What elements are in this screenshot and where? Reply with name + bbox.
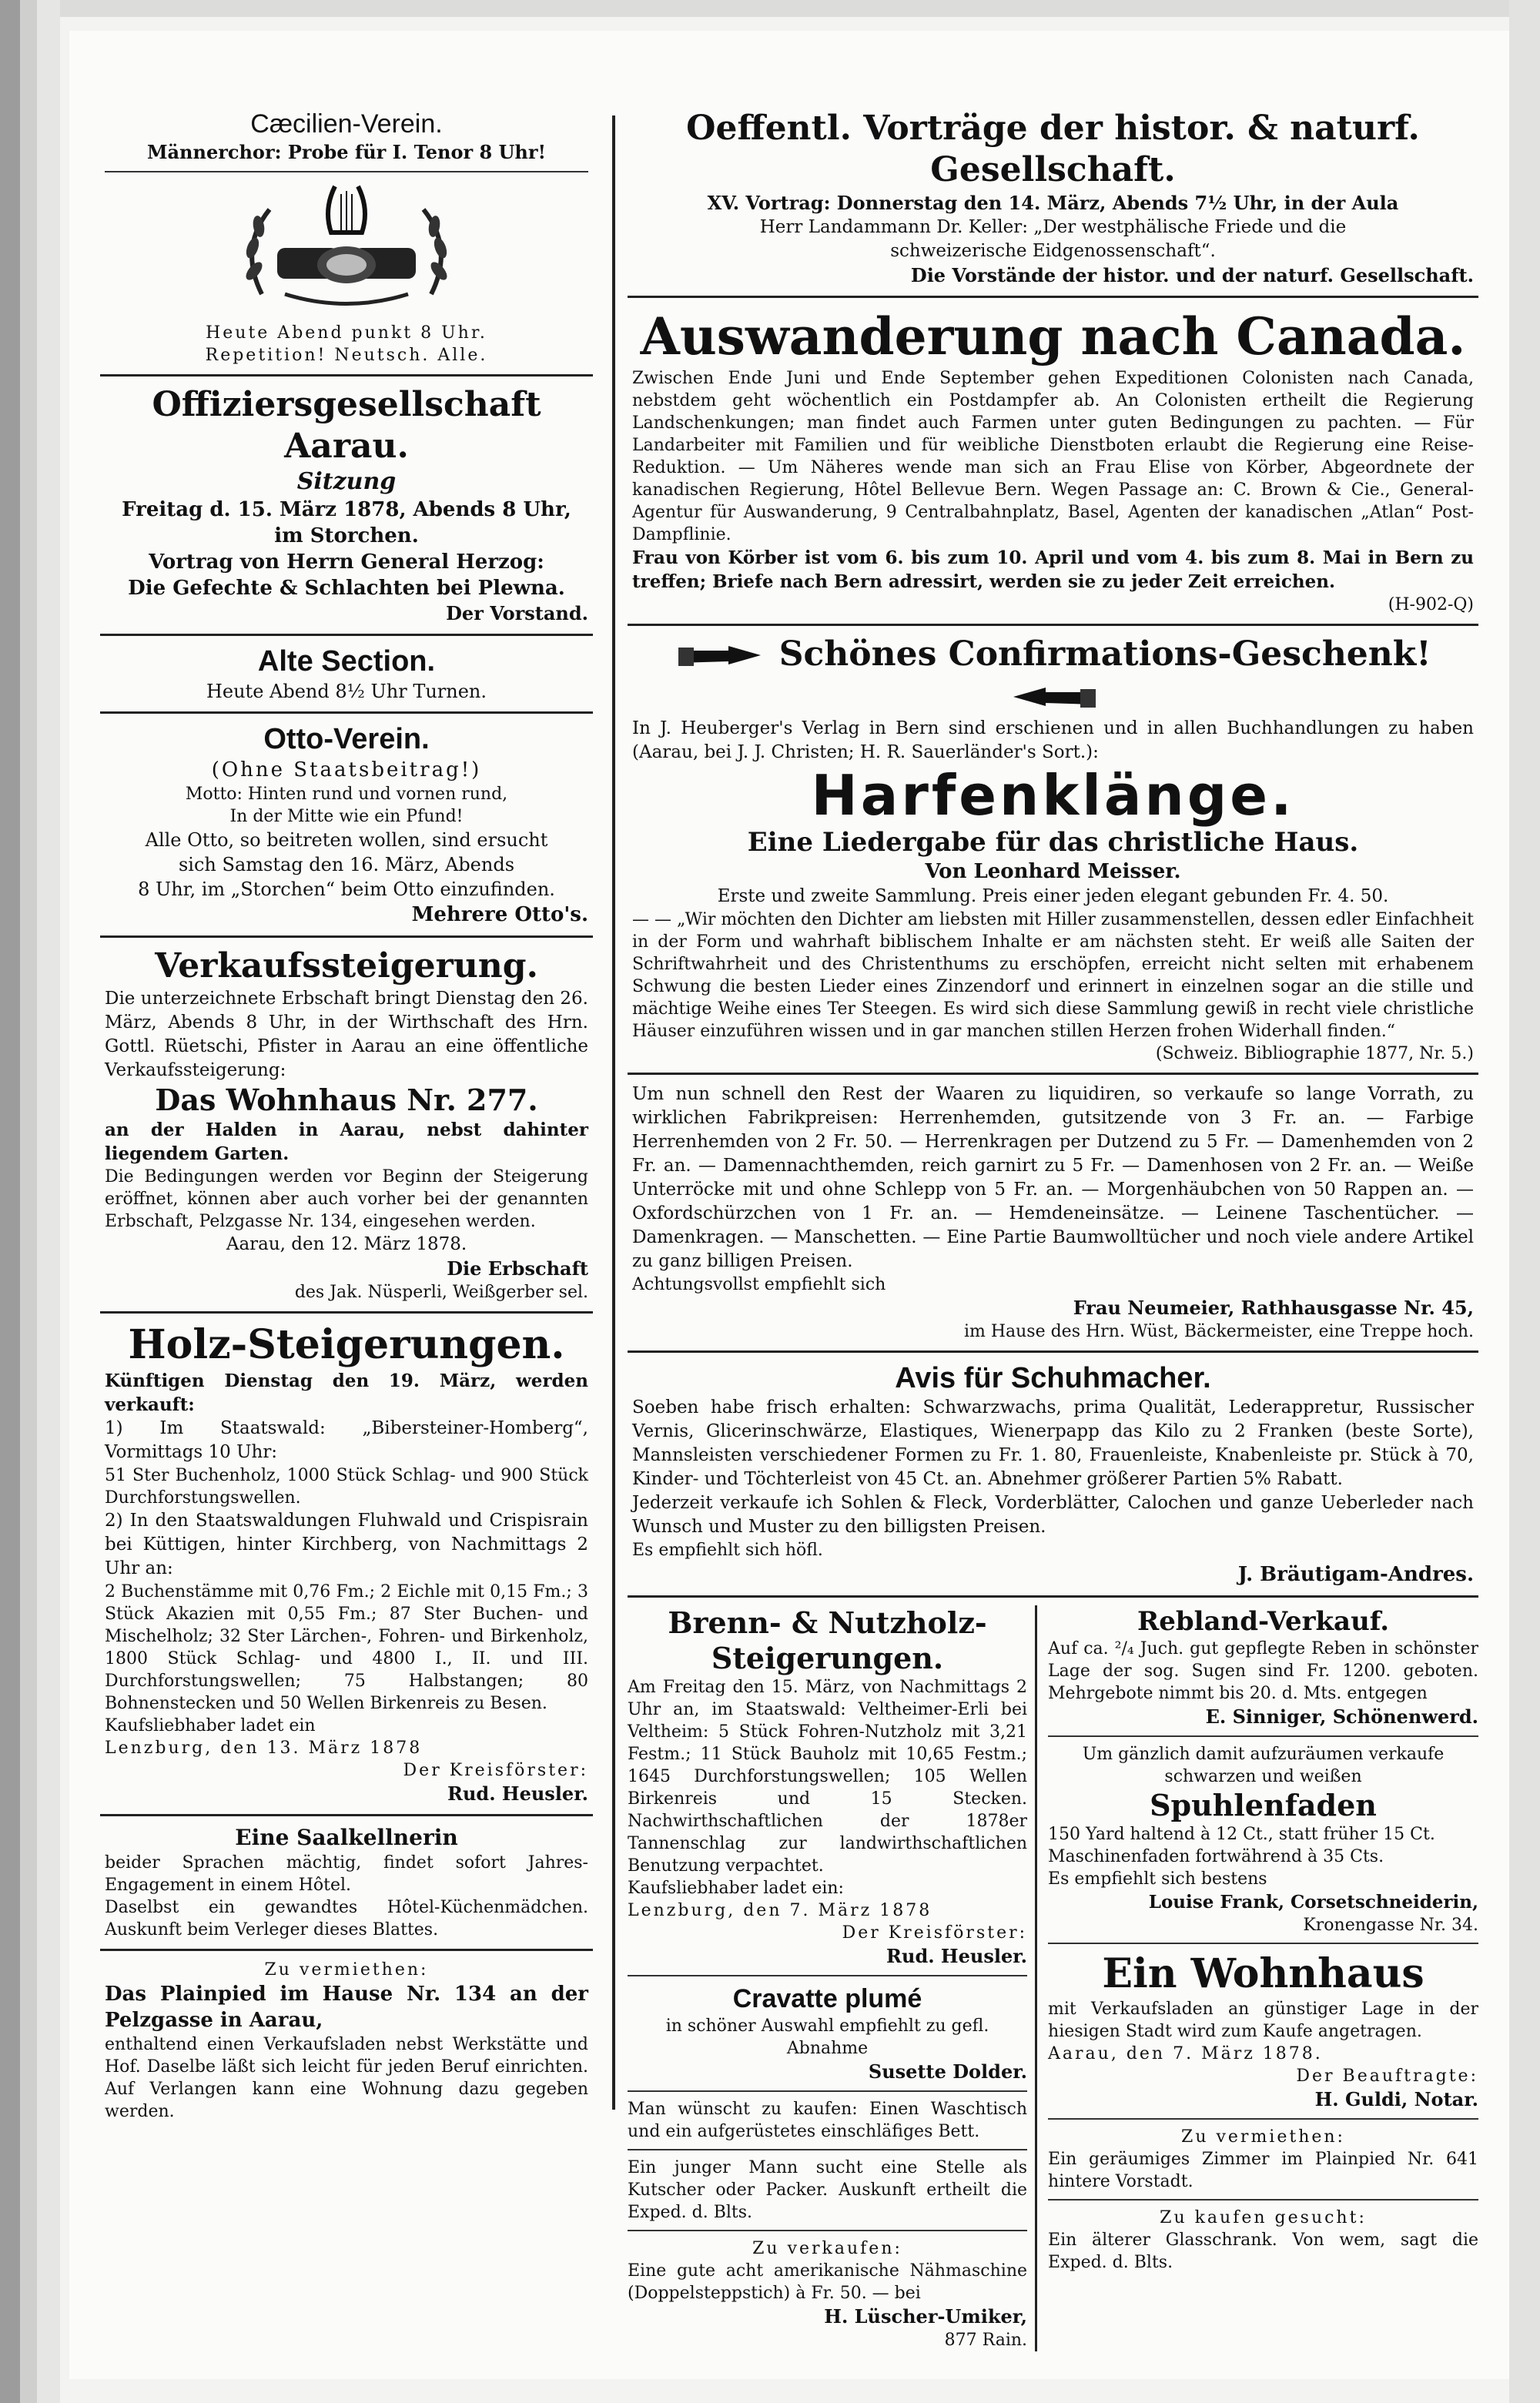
cravatte-sign: Susette Dolder. — [868, 2060, 1028, 2083]
verkauf-title: Verkaufssteigerung. — [155, 946, 538, 986]
spuhlen-sign2: Kronengasse Nr. 34. — [1303, 1916, 1478, 1935]
pointing-hand-right-icon — [675, 641, 767, 672]
lyre-handshake-emblem-icon — [231, 179, 462, 317]
saal-text2: Daselbst ein gewandtes Hôtel-Küchenmädchen. Auskunft beim Verleger dieses Blattes. — [105, 1898, 588, 1939]
verkaufen-ad — [628, 2237, 1027, 2351]
verkaufen-text: Eine gute acht amerikanische Nähmaschine (Doppelsteppstich) à Fr. 50. — bei — [628, 2261, 1028, 2303]
brenn-text: Am Freitag den 15. März, von Nachmittags 2 Uhr an, im Staatswald: Veltheimer-Erli bei Veltheim: 5 Stück Fohren-Nutzholz mit 3,21 Festm.; 11 Stück Bauholz mit 10,65 Festm.; 1645 Durchforstungswellen; 105 Wellen Birkenreis und 15 Stecken. Nachwirthschaftlichen der 1878er Tannenschlag zur landwirthschaftlichen Benutzung verpachtet. — [628, 1678, 1028, 1876]
schuhmacher-ad — [628, 1360, 1478, 1588]
wohnhaus-date: Aarau, den 7. März 1878. — [1048, 2044, 1323, 2063]
divider — [100, 1814, 593, 1816]
confirm-quote: — — „Wir möchten den Dichter am liebsten mit Hiller zusammenstellen, dessen edler Einfachheit in der Form und wahrhaft biblischem Inhalte er am nächsten steht. Er weiß alle Saiten der Schriftwahrheit und des Christenthums zu erschöpfen, erreicht nicht selten mit erhabenem Schwung die besten Lieder eines Zinzendorf und erinnert in einzelnen sogar an die stille und mächtige Weihe eines Ter Steegen. Es wird sich diese Sammlung gewiß in recht viele christliche Häuser einzuführen wissen und in gar manchen stillen Herzen frohen Widerhall finden.“ — [632, 910, 1474, 1041]
brenn-ad — [628, 1605, 1027, 1969]
neumeier-text: Um nun schnell den Rest der Waaren zu liquidiren, so verkaufe so lange Vorrath, zu wirklichen Fabrikpreisen: Herrenhemden, gutsitzende von 3 Fr. an. — Farbige Herrenhemden von 2 Fr. 50. — Herrenkragen per Dutzend zu 5 Fr. — Damenhemden von 2 Fr. an. — Damennachthemden, reich garnirt zu 5 Fr. — Damenhosen von 2 Fr. an. — Weiße Unterröcke mit und ohne Schlepp von 5 Fr. an. — Morgenhäubchen von 50 Rappen an. — Oxfordschürzchen von 1 Fr. an. — Hemdeneinsätze. — Leinene Taschentücher. — Damenkragen. — Manschetten. — Eine Partie Baumwolltücher und noch viele andere Artikel zu ganz billigen Preisen. — [632, 1084, 1474, 1271]
divider — [1048, 1943, 1478, 1944]
verkauf-text: Die unterzeichnete Erbschaft bringt Dienstag den 26. März, Abends 8 Uhr, in der Wirthschaft des Hrn. Gottl. Rüetschi, Pfister in Aarau an eine öffentliche Verkaufssteigerung: — [105, 989, 588, 1080]
glas-text: Ein älterer Glasschrank. Von wem, sagt die Exped. d. Blts. — [1048, 2231, 1478, 2272]
holz-intro: Künftigen Dienstag den 19. März, werden verkauft: — [105, 1371, 588, 1415]
divider — [628, 2230, 1027, 2231]
cravatte-text: in schöner Auswahl empfiehlt zu gefl. Abnahme — [665, 2016, 989, 2058]
pointing-hand-left-icon — [1007, 683, 1100, 714]
zimmer-head: Zu vermiethen: — [1181, 2127, 1345, 2147]
saal-title: Eine Saalkellnerin — [235, 1825, 458, 1850]
brenn-title: Brenn- & Nutzholz-Steigerungen. — [668, 1605, 987, 1675]
offiziers-sign: Der Vorstand. — [446, 602, 588, 624]
rebland-title: Rebland-Verkauf. — [1137, 1606, 1390, 1637]
right-column — [628, 108, 1478, 2351]
otto-motto1: Motto: Hinten rund und vornen rund, — [185, 785, 508, 804]
spuhlenfaden-ad — [1048, 1743, 1478, 1936]
holz-sign2: Rud. Heusler. — [447, 1782, 588, 1805]
spuhlen-l1: 150 Yard haltend à 12 Ct., statt früher 15 Ct. — [1048, 1825, 1435, 1844]
divider — [628, 296, 1478, 298]
verkauf-house: Das Wohnhaus Nr. 277. — [155, 1083, 538, 1117]
holz-p2b: 2 Buchenstämme mit 0,76 Fm.; 2 Eichle mit 0,15 Fm.; 3 Stück Akazien mit 0,55 Fm.; 87 Ster Buchen- und Mischelholz; 32 Ster Lärchen-, Fohren- und Birkenholz, 1800 Stück Schlag- und 4800 I., II. und III. Durchforstungswellen; 75 Halbstangen; 80 Bohnenstecken und 50 Wellen Birkenreis zu Besen. — [105, 1582, 588, 1713]
divider — [628, 2090, 1027, 2092]
neumeier-sign2: im Hause des Hrn. Wüst, Bäckermeister, eine Treppe hoch. — [963, 1322, 1474, 1341]
scan-border-left — [0, 0, 20, 2403]
spuhlen-l3: Es empfiehlt sich bestens — [1048, 1869, 1267, 1889]
brenn-sign2: Rud. Heusler. — [886, 1945, 1028, 1967]
verkauf-sign2: des Jak. Nüsperli, Weißgerber sel. — [294, 1283, 588, 1302]
verkaufen-head: Zu verkaufen: — [752, 2239, 902, 2258]
mann-ad — [628, 2157, 1027, 2224]
schuh-title: Avis für Schuhmacher. — [895, 1362, 1211, 1394]
kaufen-ad — [628, 2098, 1027, 2143]
cravatte-ad — [628, 1983, 1027, 2084]
left-column — [100, 108, 593, 2123]
scan-border-right — [1509, 0, 1540, 2403]
caecilien-title: Cæcilien-Verein. — [250, 109, 443, 139]
wohnhaus-title: Ein Wohnhaus — [1102, 1950, 1424, 1997]
vortraege-ad — [628, 108, 1478, 288]
wohnhaus-sign1: Der Beauftragte: — [1296, 2067, 1478, 2086]
offiziers-l3: Vortrag von Herrn General Herzog: — [149, 551, 544, 574]
neumeier-regards: Achtungsvollst empfiehlt sich — [632, 1275, 886, 1294]
rebland-sign: E. Sinniger, Schönenwerd. — [1205, 1705, 1478, 1728]
cravatte-title: Cravatte plumé — [732, 1984, 922, 2013]
otto-sign: Mehrere Otto's. — [411, 903, 588, 926]
zimmer-text: Ein geräumiges Zimmer im Plainpied Nr. 641 hintere Vorstadt. — [1048, 2150, 1478, 2191]
offiziers-sitzung: Sitzung — [296, 468, 397, 495]
verkauf-date: Aarau, den 12. März 1878. — [226, 1234, 467, 1254]
holz-p1: 1) Im Staatswald: „Biberst​einer-Homberg“, Vormittags 10 Uhr: — [105, 1418, 588, 1462]
zimmer-ad — [1048, 2126, 1478, 2193]
divider — [100, 634, 593, 636]
brenn-sign1: Der Kreisförster: — [842, 1923, 1028, 1943]
caecilien-tonight: Heute Abend punkt 8 Uhr. — [206, 323, 487, 343]
scan-border-left-inner — [20, 0, 37, 2403]
saal-text: beider Sprachen mächtig, findet sofort Jahres-Engagement in einem Hôtel. — [105, 1853, 588, 1895]
offiziers-l2: im Storchen. — [274, 524, 419, 547]
holz-p2: 2) In den Staatswaldungen Fluhwald und Crispisrain bei Küttigen, hinter Kirchberg, von Nachmittags 2 Uhr an: — [105, 1511, 588, 1578]
alte-title: Alte Section. — [257, 645, 436, 678]
spuhlen-l2: Maschinenfaden fortwährend à 35 Cts. — [1048, 1847, 1384, 1866]
verkaufen-sign: H. Lüscher-Umiker, — [824, 2305, 1028, 2328]
verkaufssteigerung-ad — [100, 945, 593, 1304]
canada-ad — [628, 306, 1478, 616]
canada-text2: Frau von Körber ist vom 6. bis zum 10. April und vom 4. bis zum 8. Mai in Bern zu treffen; Briefe nach Bern adressirt, werden sie zu jeder Zeit erreichen. — [632, 547, 1474, 592]
divider — [1048, 1735, 1478, 1737]
scan-border-left-page — [37, 0, 60, 2403]
verkauf-garden: an der Halden in Aarau, nebst dahinter liegendem Garten. — [105, 1120, 588, 1164]
otto-title: Otto-Verein. — [263, 723, 430, 755]
vermiethen-head: Zu vermiethen: — [264, 1960, 429, 1980]
canada-title: Auswanderung nach Canada. — [640, 306, 1466, 366]
alte-section-ad — [100, 644, 593, 704]
schuh-regards: Es empfiehlt sich höfl. — [632, 1541, 823, 1560]
offiziers-l1: Freitag d. 15. März 1878, Abends 8 Uhr, — [122, 498, 571, 521]
vermiethen-title: Das Plainpied im Hause Nr. 134 an der Pelzgasse in Aarau, — [105, 1983, 588, 2032]
confirmation-ad — [628, 634, 1478, 1065]
holz-steigerungen-ad — [100, 1321, 593, 1806]
vortraege-title: Oeffentl. Vorträge der histor. & naturf. Gesellschaft. — [686, 109, 1420, 189]
schuh-text2: Jederzeit verkaufe ich Sohlen & Fleck, Vorderblätter, Calochen und ganze Ueberleder nach Wunsch und Muster zu den billigsten Preisen. — [632, 1493, 1474, 1537]
right-subcolumn-left — [628, 1605, 1037, 2351]
caecilien-rep: Repetition! Neutsch. Alle. — [205, 346, 488, 365]
brenn-date: Lenzburg, den 7. März 1878 — [628, 1901, 932, 1920]
brenn-buyers: Kaufsliebhaber ladet ein: — [628, 1879, 844, 1898]
verkaufen-sign2: 877 Rain. — [944, 2331, 1028, 2350]
otto-motto2: In der Mitte wie ein Pfund! — [229, 807, 464, 826]
confirm-author: Von Leonhard Meisser. — [925, 860, 1181, 883]
otto-sub: (Ohne Staatsbeitrag!) — [211, 758, 482, 781]
divider — [1048, 2118, 1478, 2120]
divider — [100, 374, 593, 377]
neumeier-ad — [628, 1083, 1478, 1343]
confirm-coll: Erste und zweite Sammlung. Preis einer jeden elegant gebunden Fr. 4. 50. — [717, 886, 1389, 906]
right-subcolumns — [628, 1605, 1478, 2351]
divider — [628, 1595, 1478, 1598]
vortraege-l2: Herr Landammann Dr. Keller: „Der westphälische Friede und die — [759, 217, 1347, 237]
offiziers-title: Offiziersgesellschaft Aarau. — [152, 385, 541, 466]
verkauf-cond: Die Bedingungen werden vor Beginn der Steigerung eröffnet, können aber auch vorher bei der genannten Erbschaft, Pelzgasse Nr. 134, eingesehen werden. — [105, 1167, 588, 1231]
vermiethen-text: enthaltend einen Verkaufsladen nebst Werkstätte und Hof. Daselbe läßt sich leicht für jeden Beruf einrichten. Auf Verlangen kann eine Wohnung dazu gegeben werden. — [105, 2035, 588, 2121]
scan-border-top — [0, 0, 1540, 17]
schuh-text: Soeben habe frisch erhalten: Schwarzwachs, prima Qualität, Lederappretur, Russischer Vernis, Glicerinschwärze, Elastiques, Wienerpapp das Kilo zu 2 Franken (beste Sorte), Mannsleisten verschiedener Formen zu Fr. 1. 80, Frauenleiste, Knabenleiste pr. Stück à 70, Kinder- und Töchterleist von 45 Ct. an. Abnehmer größerer Partien 5% Rabatt. — [632, 1397, 1474, 1489]
glasschrank-ad — [1048, 2207, 1478, 2274]
confirm-intro: In J. Heuberger's Verlag in Bern sind erschienen und in allen Buchhandlungen zu haben (Aarau, bei J. J. Christen; H. R. Sauerländer's Sort.): — [632, 718, 1474, 762]
caecilien-ad — [100, 108, 593, 366]
rebland-ad — [1048, 1605, 1478, 1729]
vortraege-l3: schweizerische Eidgenossenschaft“. — [890, 241, 1216, 261]
divider — [628, 1073, 1478, 1075]
holz-date: Lenzburg, den 13. März 1878 — [105, 1739, 423, 1758]
divider — [628, 1350, 1478, 1353]
schuh-sign: J. Bräutigam-Andres. — [1237, 1563, 1474, 1586]
offiziers-l4: Die Gefechte & Schlachten bei Plewna. — [128, 577, 565, 600]
divider — [1048, 2199, 1478, 2201]
confirm-sub: Eine Liedergabe für das christliche Haus. — [747, 827, 1359, 858]
right-subcolumn-right — [1037, 1605, 1478, 2351]
column-divider — [612, 115, 615, 2110]
divider — [628, 2149, 1027, 2150]
holz-sign1: Der Kreisförster: — [403, 1761, 588, 1780]
rebland-text: Auf ca. ²/₄ Juch. gut gepflegte Reben in schönster Lage der sog. Sugen sind Fr. 1200. geboten. Mehrgebote nimmt bis 20. d. Mts. entgegen — [1048, 1639, 1478, 1703]
otto-ad — [100, 721, 593, 928]
vermiethen-ad — [100, 1959, 593, 2123]
alte-line: Heute Abend 8½ Uhr Turnen. — [206, 681, 487, 702]
divider — [100, 1311, 593, 1314]
divider — [628, 1975, 1027, 1976]
glas-head: Zu kaufen gesucht: — [1160, 2208, 1367, 2227]
holz-title: Holz-Steigerungen. — [128, 1321, 565, 1368]
spuhlen-title: Spuhlenfaden — [1150, 1788, 1377, 1822]
vortraege-sign: Die Vorstände der histor. und der naturf. Gesellschaft. — [910, 264, 1474, 286]
divider — [100, 711, 593, 714]
saalkellnerin-ad — [100, 1824, 593, 1941]
kaufen-text: Man wünscht zu kaufen: Einen Waschtisch und ein aufgerüstetes einschläfiges Bett. — [628, 2100, 1028, 2141]
wohnhaus-text: mit Verkaufsladen an günstiger Lage in der hiesigen Stadt wird zum Kaufe angetragen. — [1048, 2000, 1478, 2041]
divider — [100, 1949, 593, 1951]
otto-t3: 8 Uhr, im „Storchen“ beim Otto einzufinden. — [138, 879, 555, 900]
vortraege-l1: XV. Vortrag: Donnerstag den 14. März, Abends 7½ Uhr, in der Aula — [707, 192, 1399, 214]
neumeier-sign: Frau Neumeier, Rathhausgasse Nr. 45, — [1073, 1297, 1474, 1319]
confirm-book: Harfenklänge. — [811, 763, 1295, 828]
offiziers-ad — [100, 384, 593, 626]
spuhlen-intro: Um gänzlich damit aufzuräumen verkaufe schwarzen und weißen — [1082, 1745, 1445, 1786]
canada-text: Zwischen Ende Juni und Ende September gehen Expeditionen Colonisten nach Canada, nebstdem geht wöchentlich ein Postdampfer ab. An Colonisten ertheilt die Regierung Landschenkungen; man findet auch Farmen unter guten Bedingungen zu pachten. — Für Landarbeiter mit Familien und für weibliche Dienstboten erlaubt die Regierung eine Reise-Reduktion. — Um Näheres wende man sich an Frau Elise von Körber, Abgeordnete der kanadischen Regierung, Hôtel Bellevue Bern. Wegen Passage an: C. Brown & Cie., General-Agentur für Auswanderung, 9 Centralbahnplatz, Basel, Agenten der kanadischen „Atlan“ Post-Dampflinie. — [632, 369, 1474, 544]
canada-code: (H-902-Q) — [1388, 595, 1474, 614]
caecilien-line: Männerchor: Probe für I. Tenor 8 Uhr! — [146, 141, 547, 163]
confirm-title: Schönes Confirmations-Geschenk! — [778, 634, 1431, 674]
wohnhaus-ad — [1048, 1950, 1478, 2112]
holz-p1b: 51 Ster Buchenholz, 1000 Stück Schlag- und 900 Stück Durchforstungswellen. — [105, 1466, 588, 1508]
mann-text: Ein junger Mann sucht eine Stelle als Kutscher oder Packer. Auskunft ertheilt die Exped. d. Blts. — [628, 2158, 1028, 2222]
confirm-src: (Schweiz. Bibliographie 1877, Nr. 5.) — [1155, 1044, 1474, 1063]
otto-t2: sich Samstag den 16. März, Abends — [178, 854, 515, 875]
wohnhaus-sign2: H. Guldi, Notar. — [1314, 2088, 1478, 2110]
divider — [100, 935, 593, 938]
spuhlen-sign: Louise Frank, Corsetschneiderin, — [1148, 1892, 1478, 1913]
divider — [628, 624, 1478, 626]
verkauf-sign1: Die Erbschaft — [447, 1257, 588, 1280]
holz-buyers: Kaufsliebhaber ladet ein — [105, 1716, 316, 1735]
divider — [105, 171, 588, 172]
otto-t1: Alle Otto, so beitreten wollen, sind ersucht — [145, 829, 548, 851]
